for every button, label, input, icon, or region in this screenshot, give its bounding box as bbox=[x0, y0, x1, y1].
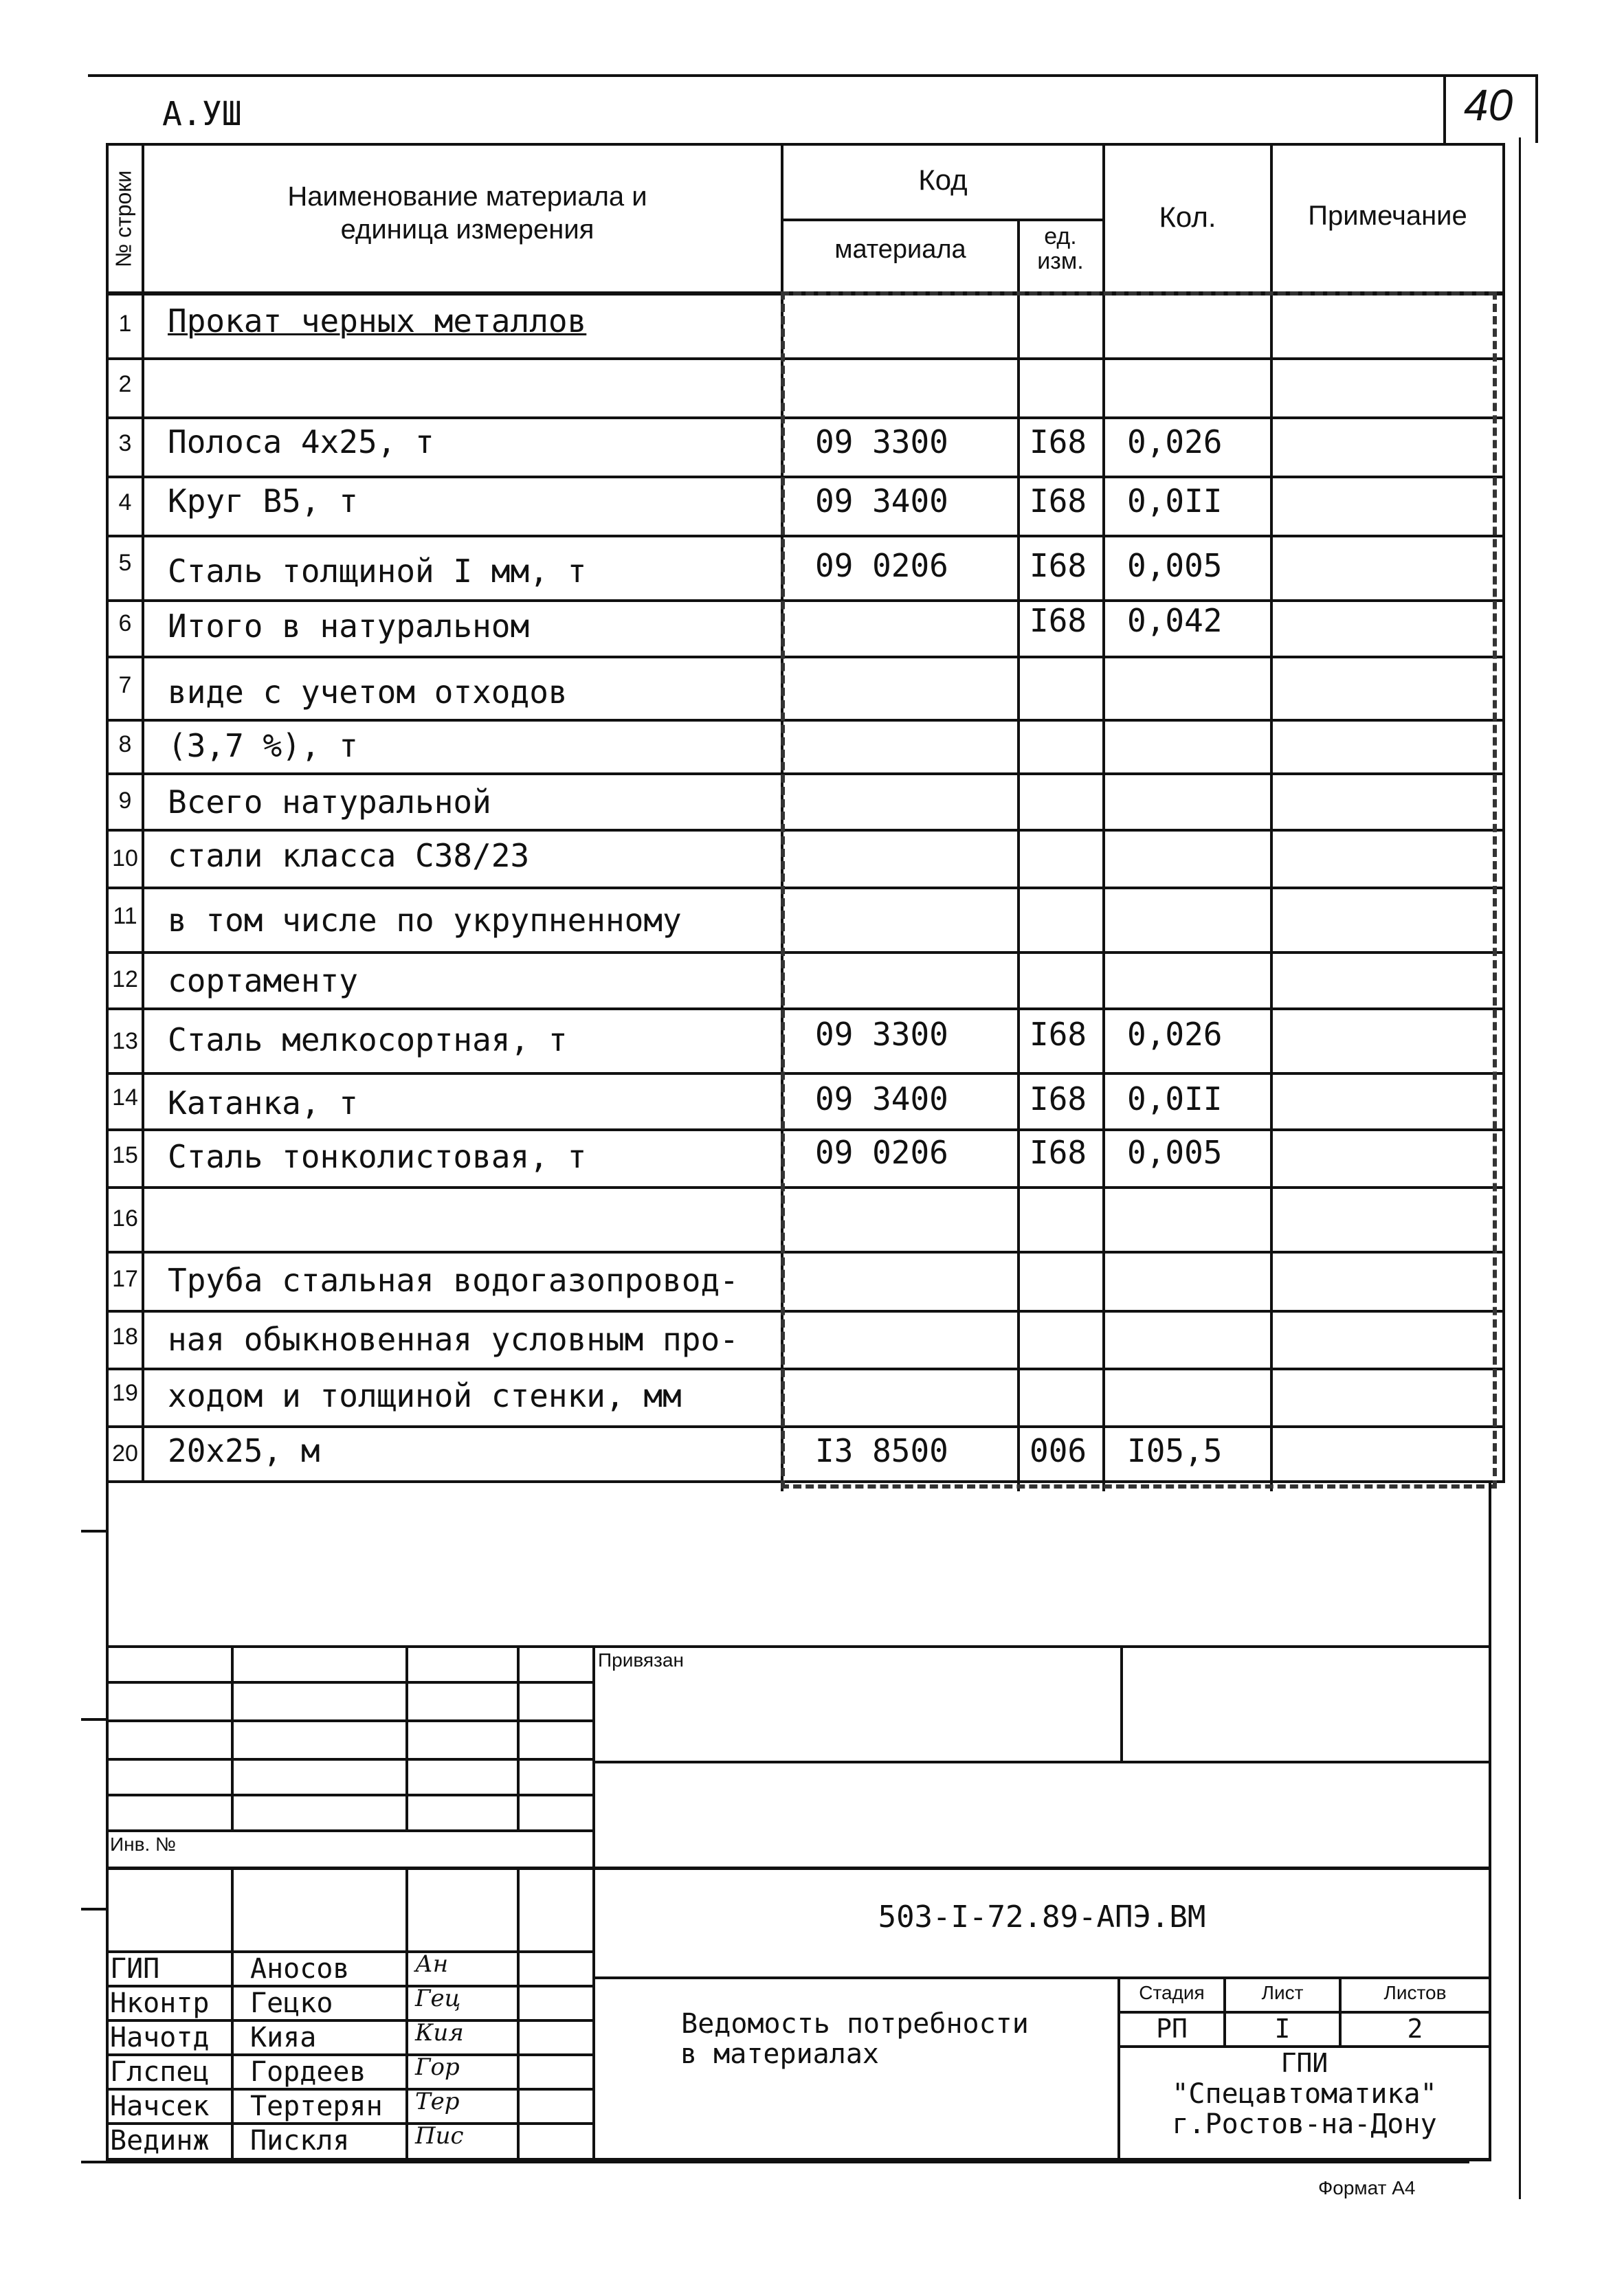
row-number: 11 bbox=[113, 903, 137, 929]
row-number: 9 bbox=[118, 788, 132, 814]
inventory-number-label: Инв. № bbox=[110, 1834, 177, 1855]
document-designation: 503-I-72.89-АПЭ.ВМ bbox=[878, 1900, 1206, 1935]
row-number: 4 bbox=[118, 489, 132, 515]
signature: Пис bbox=[415, 2122, 464, 2150]
signature: Тер bbox=[415, 2088, 460, 2115]
material-name: 20х25, м bbox=[168, 1432, 320, 1469]
material-name: сортаменту bbox=[168, 962, 358, 999]
row-number: 13 bbox=[112, 1028, 138, 1054]
role: Глспец bbox=[110, 2056, 210, 2088]
quantity: 0,005 bbox=[1127, 1134, 1223, 1171]
material-name: Сталь толщиной I мм, т bbox=[168, 553, 587, 590]
sheets-value: 2 bbox=[1407, 2014, 1423, 2044]
material-code: I3 8500 bbox=[815, 1432, 948, 1469]
surname: Пискля bbox=[250, 2125, 350, 2157]
format-label: Формат А4 bbox=[1318, 2177, 1416, 2198]
quantity: 0,0II bbox=[1127, 1080, 1223, 1117]
surname: Тертерян bbox=[250, 2091, 383, 2122]
material-name: ходом и толщиной стенки, мм bbox=[168, 1377, 682, 1414]
row-number: 1 bbox=[118, 311, 132, 337]
surname: Гецко bbox=[250, 1987, 333, 2019]
row-number: 16 bbox=[112, 1205, 138, 1232]
material-name: Прокат черных металлов bbox=[168, 302, 587, 339]
material-name: Полоса 4х25, т bbox=[168, 423, 434, 460]
row-number: 3 bbox=[118, 430, 132, 456]
quantity: I05,5 bbox=[1127, 1432, 1223, 1469]
role: ГИП bbox=[110, 1953, 160, 1985]
unit-code: I68 bbox=[1030, 1134, 1087, 1171]
unit-code: I68 bbox=[1030, 423, 1087, 460]
material-name: стали класса С38/23 bbox=[168, 837, 530, 874]
code-group-header: Код bbox=[918, 164, 968, 196]
material-name: Труба стальная водогазопровод- bbox=[168, 1262, 739, 1299]
sheet-value: I bbox=[1274, 2014, 1291, 2044]
organization-line2: "Спецавтоматика" bbox=[1172, 2078, 1437, 2110]
row-number: 18 bbox=[112, 1324, 138, 1350]
doc-code-top: А.УШ bbox=[162, 95, 242, 133]
quantity: 0,0II bbox=[1127, 482, 1223, 520]
quantity: 0,026 bbox=[1127, 1016, 1223, 1053]
organization-line1: ГПИ bbox=[1280, 2048, 1328, 2078]
quantity: 0,005 bbox=[1127, 547, 1223, 584]
quantity: 0,042 bbox=[1127, 602, 1223, 639]
note-header: Примечание bbox=[1308, 201, 1467, 231]
material-code: 09 0206 bbox=[815, 547, 948, 584]
unit-code: I68 bbox=[1030, 1016, 1087, 1053]
row-number: 15 bbox=[112, 1142, 138, 1168]
row-number: 20 bbox=[112, 1440, 138, 1467]
row-number: 6 bbox=[118, 610, 132, 636]
material-name: Катанка, т bbox=[168, 1084, 358, 1122]
material-name: (3,7 %), т bbox=[168, 727, 358, 764]
row-number: 10 bbox=[112, 845, 138, 871]
unit-code: 006 bbox=[1030, 1432, 1087, 1469]
material-code: 09 0206 bbox=[815, 1134, 948, 1171]
surname: Кияа bbox=[250, 2022, 317, 2053]
row-number: 5 bbox=[118, 550, 132, 576]
surname: Аносов bbox=[250, 1953, 350, 1985]
row-number-header: № строки bbox=[111, 170, 136, 268]
role: Вединж bbox=[110, 2125, 210, 2157]
unit-code: I68 bbox=[1030, 602, 1087, 639]
document-title-line1: Ведомость потребности bbox=[681, 2008, 1029, 2040]
sheet-label: Лист bbox=[1261, 1982, 1304, 2003]
unit-code: I68 bbox=[1030, 547, 1087, 584]
material-name: Сталь мелкосортная, т bbox=[168, 1021, 568, 1058]
linked-label: Привязан bbox=[598, 1649, 684, 1671]
row-number: 2 bbox=[118, 371, 132, 397]
role: Начсек bbox=[110, 2091, 210, 2122]
page-number: 40 bbox=[1464, 80, 1513, 130]
stage-label: Стадия bbox=[1139, 1982, 1205, 2003]
material-name: ная обыкновенная условным про- bbox=[168, 1321, 739, 1358]
sheets-label: Листов bbox=[1383, 1982, 1447, 2003]
material-code: 09 3400 bbox=[815, 1080, 948, 1117]
material-code: 09 3400 bbox=[815, 482, 948, 520]
document-title-line2: в материалах bbox=[680, 2038, 879, 2070]
material-name: Сталь тонколистовая, т bbox=[168, 1138, 587, 1175]
material-name: Круг В5, т bbox=[168, 482, 358, 520]
stage-value: РП bbox=[1156, 2014, 1188, 2044]
role: Начотд bbox=[110, 2022, 210, 2053]
code-unit-header: ед. изм. bbox=[1037, 223, 1084, 274]
name-column-header: Наименование материала и единица измерения bbox=[287, 181, 647, 245]
code-material-header: материала bbox=[834, 235, 966, 264]
signature: Гор bbox=[415, 2053, 460, 2081]
material-name: виде с учетом отходов bbox=[168, 673, 568, 711]
signature: Ан bbox=[415, 1950, 449, 1978]
unit-code: I68 bbox=[1030, 1080, 1087, 1117]
signature: Кия bbox=[415, 2019, 464, 2047]
role: Нконтр bbox=[110, 1987, 210, 2019]
qty-header: Кол. bbox=[1159, 201, 1216, 233]
unit-code: I68 bbox=[1030, 482, 1087, 520]
material-name: Всего натуральной bbox=[168, 783, 491, 821]
row-number: 7 bbox=[118, 672, 132, 698]
material-name: в том числе по укрупненному bbox=[168, 902, 682, 939]
signature: Гец bbox=[415, 1985, 461, 2012]
row-number: 17 bbox=[112, 1266, 138, 1292]
quantity: 0,026 bbox=[1127, 423, 1223, 460]
row-number: 14 bbox=[112, 1084, 138, 1111]
row-number: 19 bbox=[112, 1380, 138, 1406]
material-name: Итого в натуральном bbox=[168, 608, 530, 645]
material-code: 09 3300 bbox=[815, 423, 948, 460]
material-code: 09 3300 bbox=[815, 1016, 948, 1053]
row-number: 8 bbox=[118, 731, 132, 757]
surname: Гордеев bbox=[250, 2056, 366, 2088]
organization-line3: г.Ростов-на-Дону bbox=[1172, 2108, 1437, 2140]
row-number: 12 bbox=[112, 966, 138, 992]
